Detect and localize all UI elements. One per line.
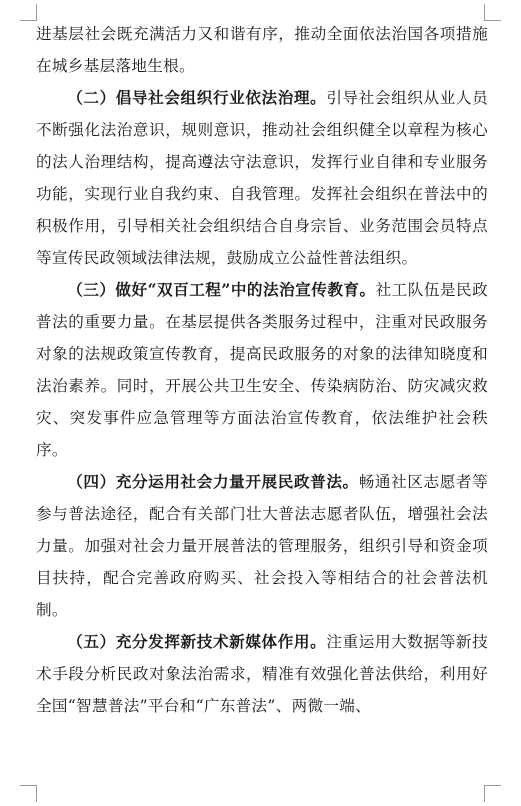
paragraph-continuation — [36, 18, 488, 82]
paragraph-section-5 — [36, 626, 488, 722]
crop-mark-top-left — [20, 4, 37, 21]
paragraph-text: 进基层社会既充满活力又和谐有序，推动全面依法治国各项措施在城乡基层落地生根。 — [36, 25, 488, 75]
section-heading: （四）充分运用社会力量开展民政普法。 — [67, 472, 359, 491]
section-heading: （三）做好“双百工程”中的法治宣传教育。 — [67, 280, 376, 299]
section-heading: （五）充分发挥新技术新媒体作用。 — [67, 632, 327, 651]
crop-mark-bottom-left — [20, 785, 37, 802]
paragraph-section-3 — [36, 274, 488, 466]
paragraph-section-2 — [36, 82, 488, 274]
document-body — [36, 18, 488, 722]
paragraph-section-4 — [36, 466, 488, 626]
paragraph-text: 注重运用大数据等新技术手段分析民政对象法治需求，精准有效强化普法供给，利用好全国“智慧普法”平台和“广东普法”、两微一端、 — [36, 633, 488, 715]
crop-mark-bottom-right — [484, 785, 501, 802]
paragraph-text: 引导社会组织从业人员不断强化法治意识，规则意识，推动社会组织健全以章程为核心的法人治理结构，提高遵法守法意识，发挥行业自律和专业服务功能，实现行业自我约束、自我管理。发挥社会组织在普法中的积极作用，引导相关社会组织结合自身宗旨、业务范围会员特点等宣传民政领域法律法规，鼓励成立公益性普法组织。 — [36, 89, 488, 267]
paragraph-text: 社工队伍是民政普法的重要力量。在基层提供各类服务过程中，注重对民政服务对象的法规政策宣传教育，提高民政服务的对象的法律知晓度和法治素养。同时，开展公共卫生安全、传染病防治、防灾减灾救灾、突发事件应急管理等方面法治宣传教育，依法维护社会秩序。 — [36, 281, 488, 459]
section-heading: （二）倡导社会组织行业依法治理。 — [67, 88, 327, 107]
paragraph-text: 畅通社区志愿者等参与普法途径，配合有关部门壮大普法志愿者队伍，增强社会法力量。加强对社会力量开展普法的管理服务，组织引导和资金项目扶持，配合完善政府购买、社会投入等相结合的社会普法机制。 — [36, 473, 489, 619]
